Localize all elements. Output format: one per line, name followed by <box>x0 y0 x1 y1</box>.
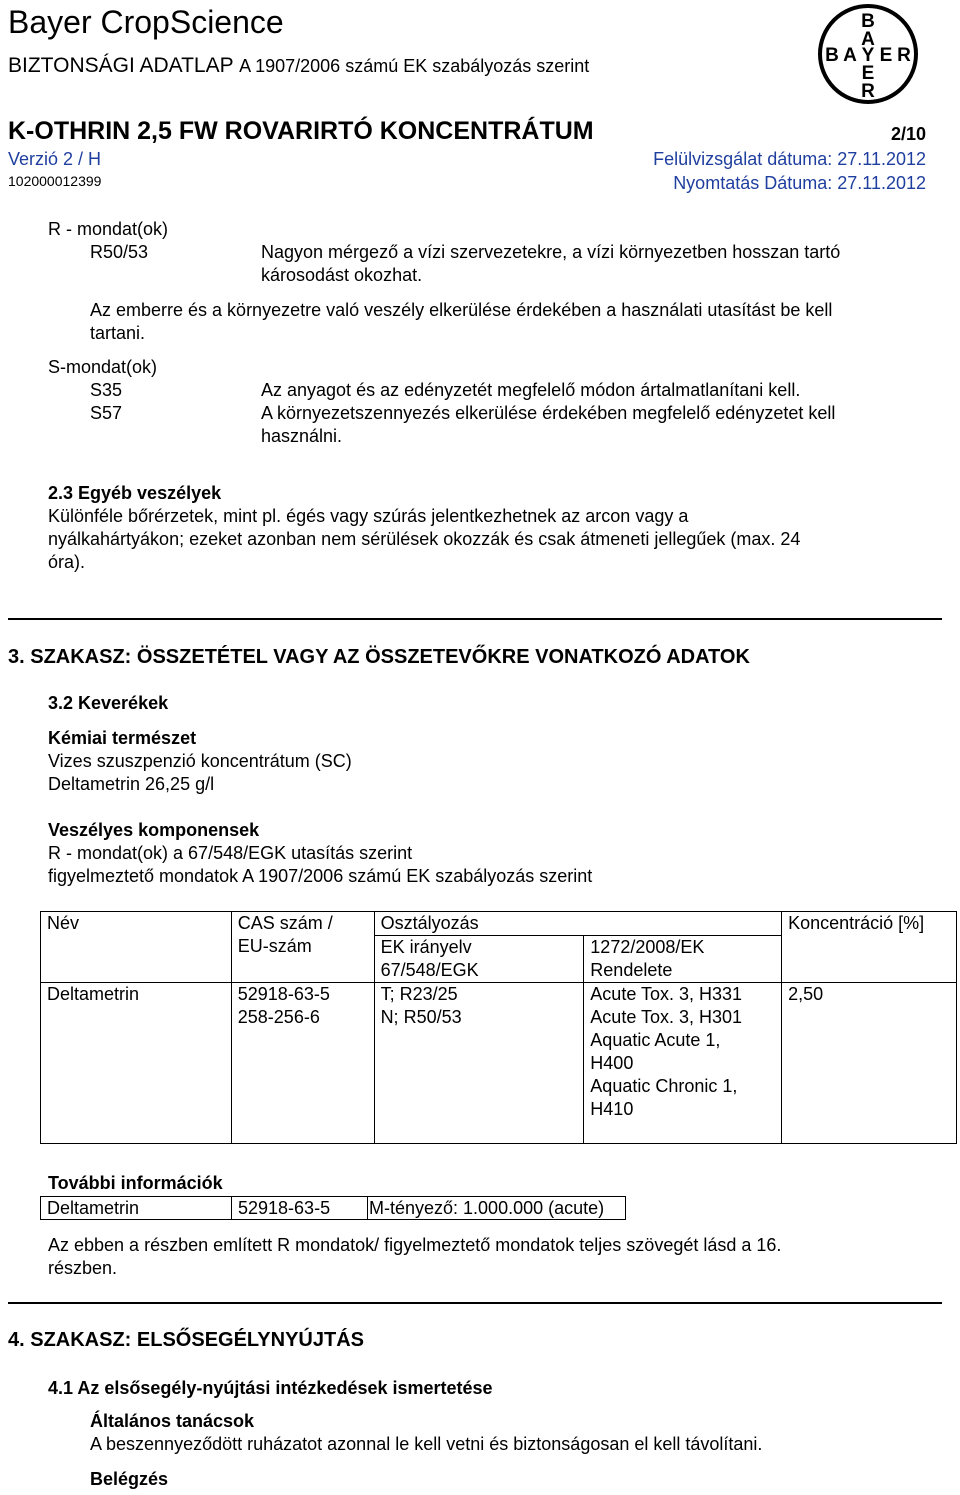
col-ec-header-line2: 67/548/EGK <box>380 960 479 980</box>
r-phrase-text: Nagyon mérgező a vízi szervezetekre, a vízi környezetben hosszan tartó <box>261 242 841 262</box>
other-hazards-heading: 2.3 Egyéb veszélyek <box>48 483 222 503</box>
general-advice-label: Általános tanácsok <box>90 1411 255 1431</box>
section4-subheading: 4.1 Az elsősegély-nyújtási intézkedések ismertetése <box>48 1378 493 1398</box>
s-phrase-code: S35 <box>90 380 123 400</box>
cell-reg-class-line: H400 <box>590 1053 634 1073</box>
col-conc-header: Koncentráció [%] <box>782 912 957 983</box>
sds-regulation: A 1907/2006 számú EK szabályozás szerint <box>239 56 590 76</box>
col-cas-header <box>231 912 374 983</box>
r-phrases-heading: R - mondat(ok) <box>48 219 169 239</box>
col-reg-header-line2: Rendelete <box>590 960 673 980</box>
page-number: 2/10 <box>890 124 926 144</box>
further-info-table <box>40 1196 626 1220</box>
logo-letter-r: R <box>897 45 911 66</box>
sds-title <box>8 52 589 80</box>
sds-title-main: BIZTONSÁGI ADATLAP <box>8 54 234 77</box>
cell-reg-class-line: Acute Tox. 3, H331 <box>590 984 743 1004</box>
r-phrase-code: R50/53 <box>90 242 149 262</box>
cell-reg-class <box>584 983 782 1144</box>
chem-nature-text: Vizes szuszpenzió koncentrátum (SC) <box>48 751 352 771</box>
logo-letter-e: E <box>879 45 893 66</box>
inhalation-label: Belégzés <box>90 1469 169 1489</box>
general-advice-text: A beszennyeződött ruházatot azonnal le kell vetni és biztonságosan el kell távolítani. <box>90 1434 763 1454</box>
cell-ec-class-line: N; R50/53 <box>380 1007 462 1027</box>
components-table <box>40 911 957 1144</box>
logo-letter-b: B <box>861 11 875 32</box>
revision-date: Felülvizsgálat dátuma: 27.11.2012 <box>653 149 926 169</box>
other-hazards-text: nyálkahártyákon; ezeket azonban nem sérülések okozzák és csak átmeneti jellegűek (max. 24 <box>48 529 801 549</box>
s-phrase-code: S57 <box>90 403 123 423</box>
cell-cas-number: 52918-63-5 <box>237 984 330 1004</box>
logo-letter-e2: E <box>861 63 875 84</box>
material-number: 102000012399 <box>8 173 102 189</box>
section-divider <box>8 618 942 620</box>
table-header-row <box>41 912 957 936</box>
col-reg-header-line1: 1272/2008/EK <box>590 937 705 957</box>
further-info-cas: 52918-63-5 <box>232 1197 368 1220</box>
s-phrase-text: A környezetszennyezés elkerülése érdekében megfelelő edényzetet kell <box>261 403 836 423</box>
hazardous-components-label: Veszélyes komponensek <box>48 820 260 840</box>
chem-nature-label: Kémiai természet <box>48 728 197 748</box>
table-row <box>41 1197 626 1220</box>
version: Verzió 2 / H <box>8 149 102 169</box>
logo-letter-a2: A <box>843 45 857 66</box>
s-phrase-text-cont: használni. <box>261 426 343 446</box>
cell-reg-class-line: Aquatic Chronic 1, <box>590 1076 738 1096</box>
section3-note: Az ebben a részben említett R mondatok/ figyelmeztető mondatok teljes szövegét lásd a 16. <box>48 1235 782 1255</box>
s-phrases-heading: S-mondat(ok) <box>48 357 158 377</box>
hazardous-components-text: figyelmeztető mondatok A 1907/2006 számú EK szabályozás szerint <box>48 866 593 886</box>
cell-cas <box>231 983 374 1144</box>
logo-letter-a: A <box>861 29 875 50</box>
logo-letter-y: Y <box>861 45 875 66</box>
other-hazards-text: óra). <box>48 552 86 572</box>
col-ec-header-line1: EK irányelv <box>380 937 472 957</box>
logo-letter-r2: R <box>861 81 875 102</box>
hazardous-components-text: R - mondat(ok) a 67/548/EGK utasítás szerint <box>48 843 413 863</box>
company-name: Bayer CropScience <box>8 4 284 40</box>
cell-name: Deltametrin <box>41 983 232 1144</box>
cell-reg-class-line: H410 <box>590 1099 634 1119</box>
further-info-mfactor: M-tényező: 1.000.000 (acute) <box>368 1197 626 1220</box>
other-hazards-text: Különféle bőrérzetek, mint pl. égés vagy szúrás jelentkezhetnek az arcon vagy a <box>48 506 689 526</box>
section4-heading: 4. SZAKASZ: ELSŐSEGÉLYNYÚJTÁS <box>8 1329 364 1351</box>
chem-nature-text: Deltametrin 26,25 g/l <box>48 774 215 794</box>
cell-reg-class-line: Aquatic Acute 1, <box>590 1030 721 1050</box>
col-cas-header-line1: CAS szám / <box>237 913 333 933</box>
bayer-cross-logo <box>816 2 920 106</box>
r-phrase-note: Az emberre és a környezetre való veszély elkerülése érdekében a használati utasítást be kell <box>90 300 833 320</box>
r-phrase-text-cont: károsodást okozhat. <box>261 265 423 285</box>
print-date: Nyomtatás Dátuma: 27.11.2012 <box>673 173 926 193</box>
col-reg-header <box>584 936 782 983</box>
col-class-header: Osztályozás <box>374 912 782 936</box>
section3-heading: 3. SZAKASZ: ÖSSZETÉTEL VAGY AZ ÖSSZETEVŐKRE VONATKOZÓ ADATOK <box>8 646 750 668</box>
table-row <box>41 983 957 1144</box>
col-ec-header <box>374 936 584 983</box>
further-info-name: Deltametrin <box>41 1197 232 1220</box>
logo-letter-b2: B <box>825 45 839 66</box>
cell-reg-class-line: Acute Tox. 3, H301 <box>590 1007 743 1027</box>
further-info-label: További információk <box>48 1173 223 1193</box>
product-name: K-OTHRIN 2,5 FW ROVARIRTÓ KONCENTRÁTUM <box>8 117 594 145</box>
section3-note-cont: részben. <box>48 1258 118 1278</box>
cell-eu-number: 258-256-6 <box>237 1007 320 1027</box>
cell-ec-class <box>374 983 584 1144</box>
cell-concentration: 2,50 <box>782 983 957 1144</box>
section-divider <box>8 1302 942 1304</box>
s-phrase-text: Az anyagot és az edényzetét megfelelő módon ártalmatlanítani kell. <box>261 380 801 400</box>
r-phrase-note-cont: tartani. <box>90 323 146 343</box>
col-name-header: Név <box>41 912 232 983</box>
section3-subheading: 3.2 Keverékek <box>48 693 169 713</box>
col-cas-header-line2: EU-szám <box>237 936 312 956</box>
cell-ec-class-line: T; R23/25 <box>380 984 458 1004</box>
